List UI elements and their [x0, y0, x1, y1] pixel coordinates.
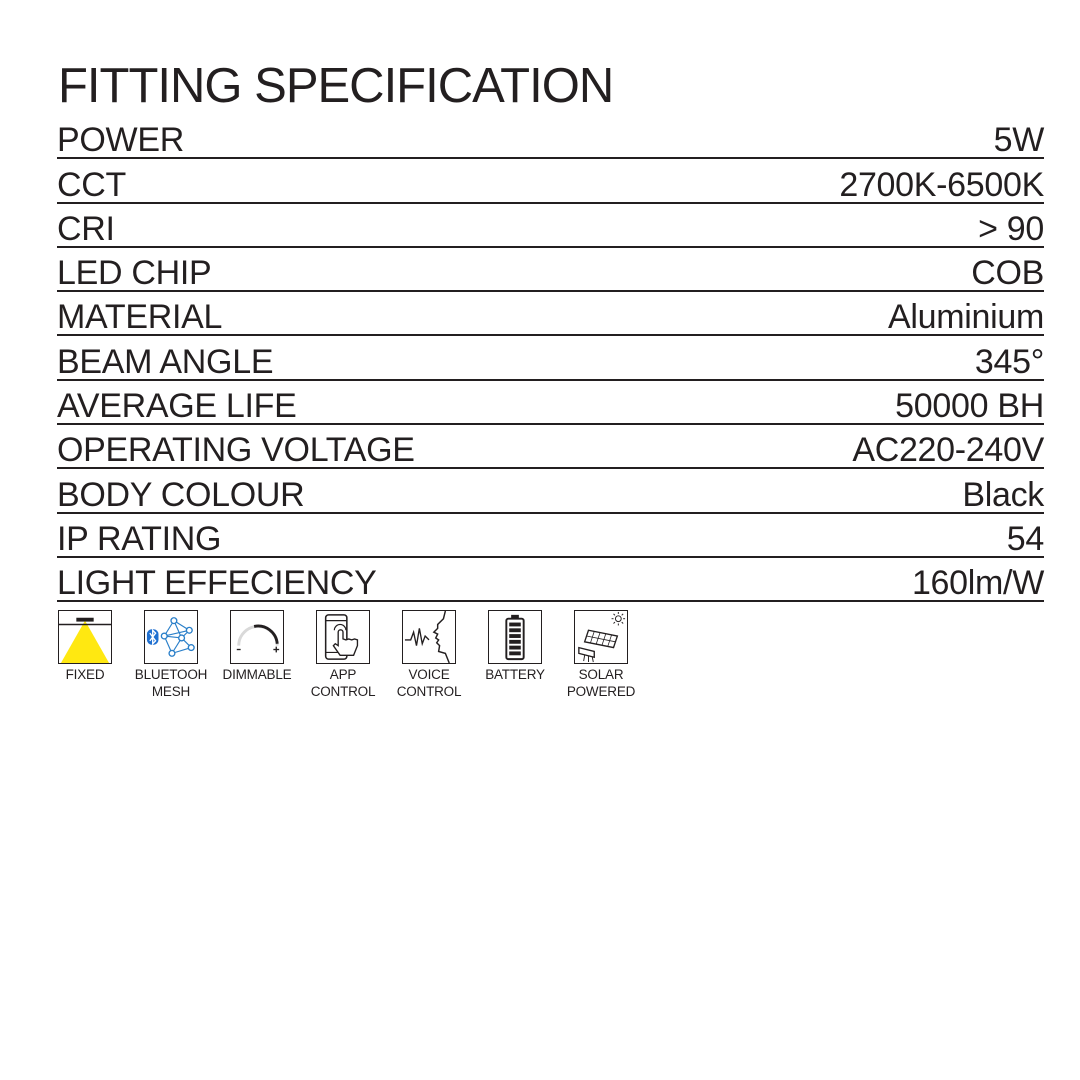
- spec-row-cri: [57, 204, 1044, 248]
- spec-value: 5W: [993, 121, 1044, 160]
- spec-row-material: [57, 292, 1044, 336]
- spec-row-cct: [57, 159, 1044, 203]
- spec-value: 160lm/W: [911, 564, 1044, 603]
- feature-caption: DIMMABLE: [222, 667, 292, 682]
- spec-label: POWER: [57, 121, 184, 160]
- feature-caption: FIXED: [65, 667, 105, 682]
- spec-value: 345°: [974, 342, 1044, 381]
- battery-icon: [488, 610, 542, 664]
- spec-label: CCT: [57, 165, 126, 204]
- dimmable-dial-icon: [230, 610, 284, 664]
- feature-caption: BLUETOOH MESH: [134, 667, 208, 699]
- spec-row-led-chip: [57, 248, 1044, 292]
- solar-panel-icon: [574, 610, 628, 664]
- spec-value: 54: [1006, 519, 1044, 558]
- feature-caption: APP CONTROL: [310, 667, 376, 699]
- feature-solar-powered: [546, 610, 656, 700]
- spec-label: LED CHIP: [57, 254, 212, 293]
- feature-caption: BATTERY: [485, 667, 545, 682]
- spec-label: BODY COLOUR: [57, 475, 305, 514]
- spec-label: OPERATING VOLTAGE: [57, 431, 415, 470]
- spec-table: [57, 115, 1044, 602]
- spec-row-beam-angle: [57, 336, 1044, 380]
- spec-label: IP RATING: [57, 519, 222, 558]
- spec-label: BEAM ANGLE: [57, 342, 274, 381]
- spec-row-light-efficiency: [57, 558, 1044, 602]
- spec-value: > 90: [978, 209, 1044, 248]
- spec-label: AVERAGE LIFE: [57, 387, 297, 426]
- bluetooth-mesh-icon: [144, 610, 198, 664]
- feature-caption: SOLAR POWERED: [566, 667, 636, 699]
- feature-icons: [57, 610, 697, 710]
- spec-value: 2700K-6500K: [839, 165, 1044, 204]
- feature-caption: VOICE CONTROL: [396, 667, 462, 699]
- voice-wave-icon: [402, 610, 456, 664]
- spec-label: MATERIAL: [57, 298, 223, 337]
- spec-row-average-life: [57, 381, 1044, 425]
- fixed-downlight-icon: [58, 610, 112, 664]
- spec-row-operating-voltage: [57, 425, 1044, 469]
- spec-value: AC220-240V: [852, 431, 1044, 470]
- phone-tap-icon: [316, 610, 370, 664]
- spec-value: 50000 BH: [895, 387, 1044, 426]
- spec-value: Black: [962, 475, 1044, 514]
- spec-row-power: [57, 115, 1044, 159]
- spec-value: Aluminium: [887, 298, 1044, 337]
- spec-label: CRI: [57, 209, 115, 248]
- spec-value: COB: [971, 254, 1044, 293]
- spec-label: LIGHT EFFECIENCY: [57, 564, 377, 603]
- spec-row-body-colour: [57, 469, 1044, 513]
- page-title: FITTING SPECIFICATION: [58, 59, 614, 113]
- spec-row-ip-rating: [57, 514, 1044, 558]
